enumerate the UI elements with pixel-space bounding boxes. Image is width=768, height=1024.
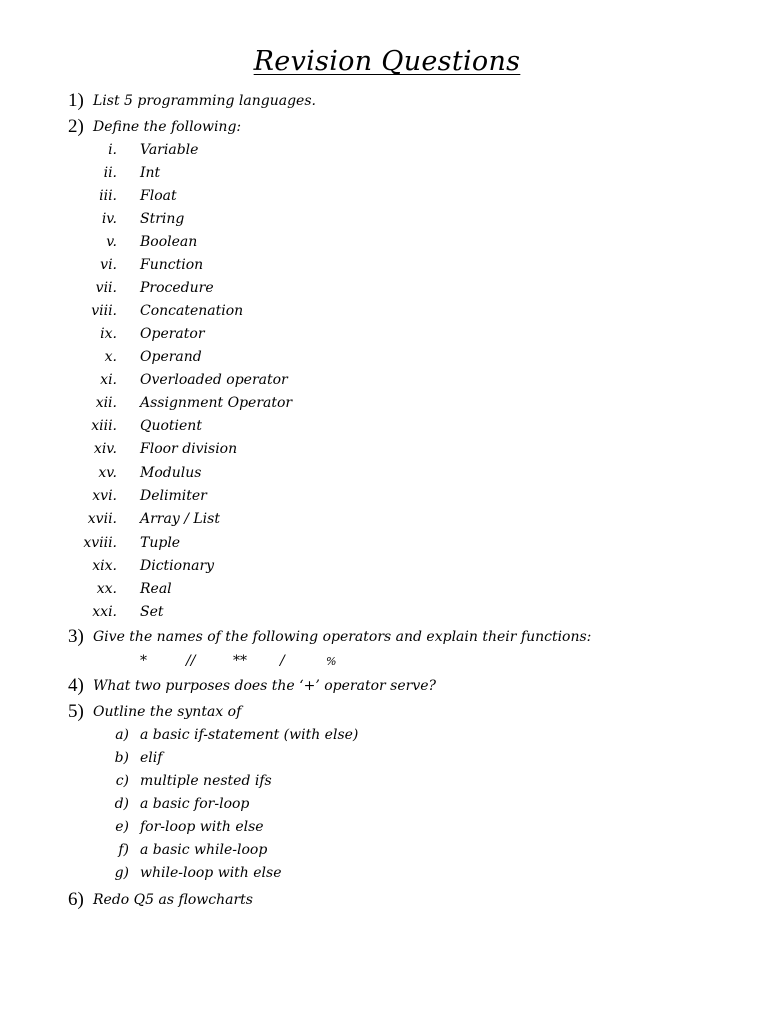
definition-term: Set bbox=[140, 604, 164, 620]
definition-numeral: xv. bbox=[98, 465, 117, 481]
question-text: Redo Q5 as flowcharts bbox=[93, 892, 253, 908]
definition-term: Quotient bbox=[140, 418, 202, 434]
syntax-letter: f) bbox=[118, 842, 129, 858]
question-text: List 5 programming languages. bbox=[93, 93, 316, 109]
question-number: 3) bbox=[68, 626, 84, 647]
definition-term: Boolean bbox=[140, 234, 198, 250]
definition-numeral: v. bbox=[106, 234, 117, 250]
question-text: Define the following: bbox=[93, 119, 242, 135]
operator-symbol: * bbox=[140, 653, 147, 669]
question-number: 1) bbox=[68, 90, 84, 111]
definition-numeral: xiv. bbox=[93, 441, 117, 457]
definition-numeral: i. bbox=[108, 142, 117, 158]
definition-numeral: x. bbox=[104, 349, 117, 365]
definition-numeral: xix. bbox=[92, 558, 117, 574]
definition-term: Procedure bbox=[140, 280, 214, 296]
definition-numeral: vi. bbox=[100, 257, 117, 273]
definition-numeral: xx. bbox=[96, 581, 117, 597]
question-number: 2) bbox=[68, 116, 84, 137]
definition-numeral: vii. bbox=[95, 280, 117, 296]
syntax-letter: a) bbox=[115, 727, 129, 743]
syntax-letter: c) bbox=[115, 773, 129, 789]
operator-symbol: / bbox=[280, 653, 285, 669]
definition-term: Overloaded operator bbox=[140, 372, 288, 388]
definition-numeral: iii. bbox=[99, 188, 117, 204]
definition-numeral: xi. bbox=[100, 372, 117, 388]
definition-term: String bbox=[140, 211, 185, 227]
syntax-item: while-loop with else bbox=[140, 865, 282, 881]
syntax-item: a basic if-statement (with else) bbox=[140, 727, 359, 743]
definition-term: Concatenation bbox=[140, 303, 244, 319]
operator-symbol: % bbox=[326, 655, 337, 668]
question-number: 6) bbox=[68, 889, 84, 910]
syntax-item: a basic for-loop bbox=[140, 796, 250, 812]
definition-numeral: xviii. bbox=[83, 535, 117, 551]
question-text: Give the names of the following operators and explain their functions: bbox=[93, 629, 592, 645]
syntax-item: multiple nested ifs bbox=[140, 773, 272, 789]
syntax-item: elif bbox=[140, 750, 163, 766]
definition-numeral: ii. bbox=[103, 165, 117, 181]
syntax-item: for-loop with else bbox=[140, 819, 264, 835]
syntax-letter: d) bbox=[114, 796, 129, 812]
question-number: 5) bbox=[68, 701, 84, 722]
definition-numeral: xii. bbox=[95, 395, 117, 411]
definition-term: Real bbox=[140, 581, 172, 597]
definition-term: Array / List bbox=[140, 511, 220, 527]
definition-numeral: xvii. bbox=[87, 511, 117, 527]
syntax-letter: e) bbox=[115, 819, 129, 835]
definition-term: Int bbox=[140, 165, 161, 181]
definition-term: Variable bbox=[140, 142, 199, 158]
definition-numeral: iv. bbox=[101, 211, 117, 227]
operator-symbol: ** bbox=[233, 653, 247, 669]
definition-term: Delimiter bbox=[140, 488, 207, 504]
definition-term: Float bbox=[140, 188, 177, 204]
definition-term: Modulus bbox=[140, 465, 202, 481]
question-number: 4) bbox=[68, 675, 84, 696]
definition-term: Assignment Operator bbox=[140, 395, 293, 411]
definition-term: Tuple bbox=[140, 535, 181, 551]
syntax-letter: g) bbox=[114, 865, 129, 881]
definition-term: Operator bbox=[140, 326, 205, 342]
definition-numeral: xvi. bbox=[92, 488, 117, 504]
definition-numeral: xiii. bbox=[91, 418, 117, 434]
operator-symbol: // bbox=[186, 653, 196, 669]
definition-term: Dictionary bbox=[140, 558, 215, 574]
syntax-item: a basic while-loop bbox=[140, 842, 268, 858]
definition-numeral: xxi. bbox=[92, 604, 117, 620]
syntax-letter: b) bbox=[114, 750, 129, 766]
definition-term: Function bbox=[140, 257, 204, 273]
definition-term: Operand bbox=[140, 349, 202, 365]
definition-numeral: viii. bbox=[91, 303, 117, 319]
definition-term: Floor division bbox=[140, 441, 238, 457]
page-title: Revision Questions bbox=[253, 46, 521, 77]
question-text: What two purposes does the ‘+’ operator serve? bbox=[93, 678, 437, 694]
question-text: Outline the syntax of bbox=[93, 704, 242, 720]
definition-numeral: ix. bbox=[100, 326, 117, 342]
